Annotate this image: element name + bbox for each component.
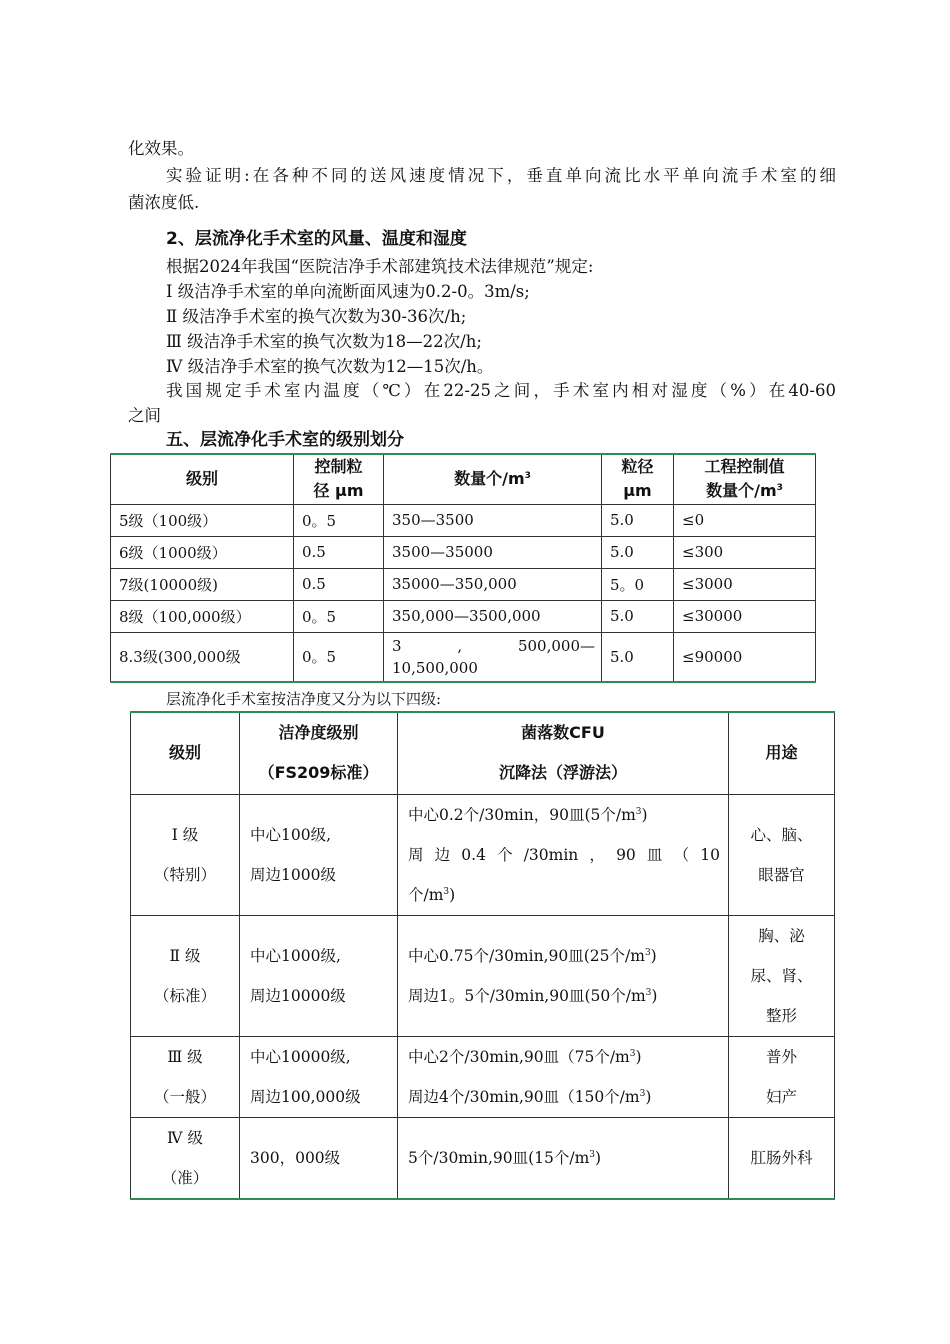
cell-size: 0。5 bbox=[294, 504, 384, 536]
table-header-row bbox=[131, 712, 835, 794]
cell-grade: 7级(10000级) bbox=[111, 568, 294, 600]
table-row bbox=[131, 1117, 835, 1199]
cell-psize: 5.0 bbox=[602, 600, 674, 632]
table-row bbox=[131, 915, 835, 1036]
cell-use: 肛肠外科 bbox=[729, 1117, 835, 1199]
header-use: 用途 bbox=[729, 712, 835, 794]
cell-eng: ≤3000 bbox=[674, 568, 816, 600]
cell-eng: ≤90000 bbox=[674, 632, 816, 682]
cell-count: 3 , 500,000— 10,500,000 bbox=[384, 632, 602, 682]
cell-count: 350—3500 bbox=[384, 504, 602, 536]
header-engineering: 工程控制值 数量个$/m^3$ bbox=[674, 454, 816, 504]
paragraph-line: Ⅰ 级洁净手术室的单向流断面风速为0.2-0。3m/s; bbox=[166, 282, 530, 301]
cell-cfu: 5个/30min,90皿(15个$/m^3$) bbox=[398, 1117, 729, 1199]
cell-grade: Ⅳ 级 （准） bbox=[131, 1117, 240, 1199]
header-size: 粒径 μm bbox=[602, 454, 674, 504]
paragraph-line: 之间 bbox=[128, 406, 161, 425]
table-row bbox=[111, 600, 816, 632]
header-count: 数量个$/m^3$ bbox=[384, 454, 602, 504]
cell-grade: Ⅱ 级 （标准） bbox=[131, 915, 240, 1036]
paragraph-line: Ⅳ 级洁净手术室的换气次数为12—15次/h。 bbox=[166, 357, 494, 376]
paragraph-line: 层流净化手术室按洁净度又分为以下四级: bbox=[166, 690, 442, 708]
cell-cleanliness: 300，000级 bbox=[240, 1117, 398, 1199]
paragraph-line: 根据2024年我国“医院洁净手术部建筑技术法律规范”规定: bbox=[166, 257, 594, 276]
cell-cfu: 中心2个/30min,90皿（75个$/m^3$) 周边4个/30min,90皿（150个$/m^3$) bbox=[398, 1036, 729, 1117]
paragraph-line: 我国规定手术室内温度（℃）在22-25之间，手术室内相对湿度（%）在40-60 bbox=[166, 381, 836, 400]
table-row bbox=[111, 568, 816, 600]
header-cleanliness: 洁净度级别 （FS209标准） bbox=[240, 712, 398, 794]
paragraph-line: Ⅲ 级洁净手术室的换气次数为18—22次/h; bbox=[166, 332, 482, 351]
cell-count: 350,000—3500,000 bbox=[384, 600, 602, 632]
cell-grade: 8级（100,000级） bbox=[111, 600, 294, 632]
paragraph-line: 化效果。 bbox=[128, 139, 194, 158]
cell-psize: 5.0 bbox=[602, 536, 674, 568]
cell-grade: Ⅲ 级 （一般） bbox=[131, 1036, 240, 1117]
table-row bbox=[111, 632, 816, 682]
cell-psize: 5。0 bbox=[602, 568, 674, 600]
cell-cfu: 中心0.2个/30min，90皿(5个$/m^3$) 周 边 0.4 个 /30min ， 90 皿 （ 10 个$/m^3$) bbox=[398, 794, 729, 915]
cell-grade: 8.3级(300,000级 bbox=[111, 632, 294, 682]
clean-grade-table bbox=[110, 453, 816, 683]
cell-eng: ≤300 bbox=[674, 536, 816, 568]
paragraph-line: Ⅱ 级洁净手术室的换气次数为30-36次/h; bbox=[166, 307, 467, 326]
cell-cleanliness: 中心100级, 周边1000级 bbox=[240, 794, 398, 915]
header-grade: 级别 bbox=[131, 712, 240, 794]
cell-grade: 6级（1000级） bbox=[111, 536, 294, 568]
table-row bbox=[131, 1036, 835, 1117]
cell-eng: ≤30000 bbox=[674, 600, 816, 632]
header-particle-size: 控制粒 径 μm bbox=[294, 454, 384, 504]
cell-psize: 5.0 bbox=[602, 632, 674, 682]
cell-use: 普外 妇产 bbox=[729, 1036, 835, 1117]
section-heading: 2、层流净化手术室的风量、温度和湿度 bbox=[166, 229, 467, 249]
cell-count: 35000—350,000 bbox=[384, 568, 602, 600]
cell-use: 心、脑、 眼器官 bbox=[729, 794, 835, 915]
cell-cfu: 中心0.75个/30min,90皿(25个$/m^3$) 周边1。5个/30min,90皿(50个$/m^3$) bbox=[398, 915, 729, 1036]
table-header-row bbox=[111, 454, 816, 504]
paragraph-line: 菌浓度低. bbox=[128, 193, 200, 212]
table-row bbox=[111, 504, 816, 536]
table-row bbox=[111, 536, 816, 568]
table-row bbox=[131, 794, 835, 915]
section-heading: 五、层流净化手术室的级别划分 bbox=[166, 430, 404, 450]
cell-size: 0.5 bbox=[294, 568, 384, 600]
cell-size: 0。5 bbox=[294, 600, 384, 632]
cell-cleanliness: 中心1000级, 周边10000级 bbox=[240, 915, 398, 1036]
cell-size: 0。5 bbox=[294, 632, 384, 682]
cell-use: 胸、泌 尿、肾、 整形 bbox=[729, 915, 835, 1036]
paragraph-line: 实验证明:在各种不同的送风速度情况下，垂直单向流比水平单向流手术室的细 bbox=[166, 166, 836, 185]
cell-count: 3500—35000 bbox=[384, 536, 602, 568]
header-cfu: 菌落数CFU 沉降法（浮游法） bbox=[398, 712, 729, 794]
cell-eng: ≤0 bbox=[674, 504, 816, 536]
cell-psize: 5.0 bbox=[602, 504, 674, 536]
cell-grade: Ⅰ 级 （特别） bbox=[131, 794, 240, 915]
header-grade: 级别 bbox=[111, 454, 294, 504]
cell-grade: 5级（100级） bbox=[111, 504, 294, 536]
operating-room-grade-table bbox=[130, 711, 835, 1200]
cell-cleanliness: 中心10000级, 周边100,000级 bbox=[240, 1036, 398, 1117]
cell-size: 0.5 bbox=[294, 536, 384, 568]
